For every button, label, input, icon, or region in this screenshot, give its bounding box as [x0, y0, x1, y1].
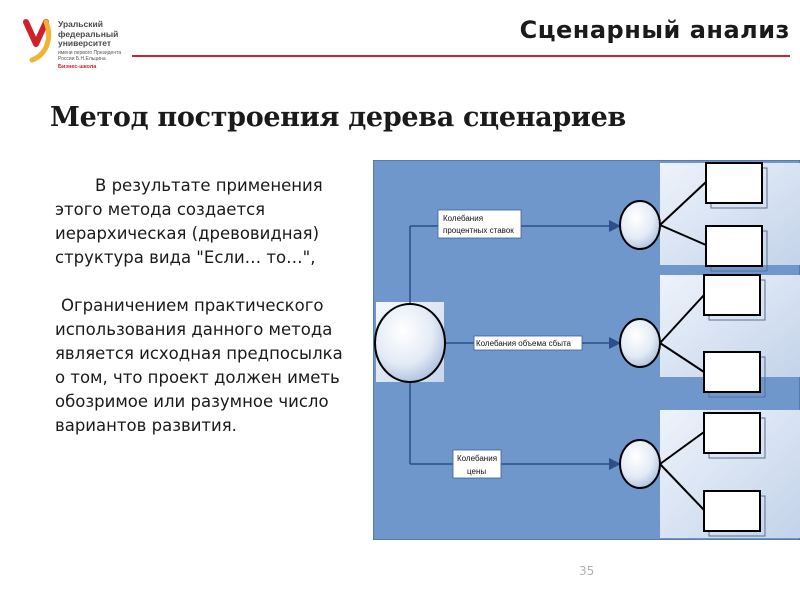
scenario-node-2 — [620, 319, 660, 367]
header-divider — [132, 55, 790, 57]
branch-label-1 — [438, 210, 521, 238]
branch-label-1-line-1: Колебания — [443, 214, 484, 223]
logo-sub-2: России Б.Н.Ельцина — [58, 56, 106, 62]
body-text — [55, 174, 355, 438]
outcome-box-6 — [704, 491, 760, 531]
outcome-box-4 — [704, 352, 760, 392]
branch-label-1-line-2: процентных ставок — [443, 226, 514, 235]
logo-line-3: университет — [58, 38, 112, 48]
logo-sub-1: имени первого Президента — [58, 50, 122, 56]
branch-label-3-line-2: цены — [467, 467, 487, 476]
university-logo-icon — [22, 18, 54, 64]
branch-label-2-line-1: Колебания объема сбыта — [476, 339, 571, 348]
slide-title: Метод построения дерева сценариев — [50, 102, 626, 133]
logo-line-1: Уральский — [58, 19, 103, 29]
outcome-box-5 — [704, 413, 760, 453]
logo-line-2: федеральный — [58, 28, 119, 39]
outcome-box-1 — [706, 163, 762, 203]
branch-label-2 — [474, 336, 582, 350]
university-logo — [22, 18, 132, 78]
scenario-node-3 — [620, 440, 660, 488]
root-node — [375, 304, 445, 382]
page-number: 35 — [579, 564, 595, 578]
outcome-box-2 — [706, 226, 762, 266]
branch-label-3-line-1: Колебания — [457, 454, 498, 463]
scenario-node-1 — [620, 201, 660, 249]
branch-label-3 — [453, 450, 501, 478]
logo-text — [58, 20, 118, 49]
outcome-box-3 — [704, 275, 760, 315]
body-paragraph-2: Ограничением практического использования данного метода является исходная предпосылка о том, что проект должен иметь обозримое или разумное число вариантов развития. — [55, 296, 343, 435]
header-title: Сценарный анализ — [519, 16, 790, 44]
body-paragraph-1: В результате применения этого метода создается иерархическая (древовидная) структура вида "Если… то…", — [55, 176, 323, 267]
scenario-tree-diagram — [373, 160, 800, 540]
logo-school: Бизнес-школа — [58, 64, 97, 70]
